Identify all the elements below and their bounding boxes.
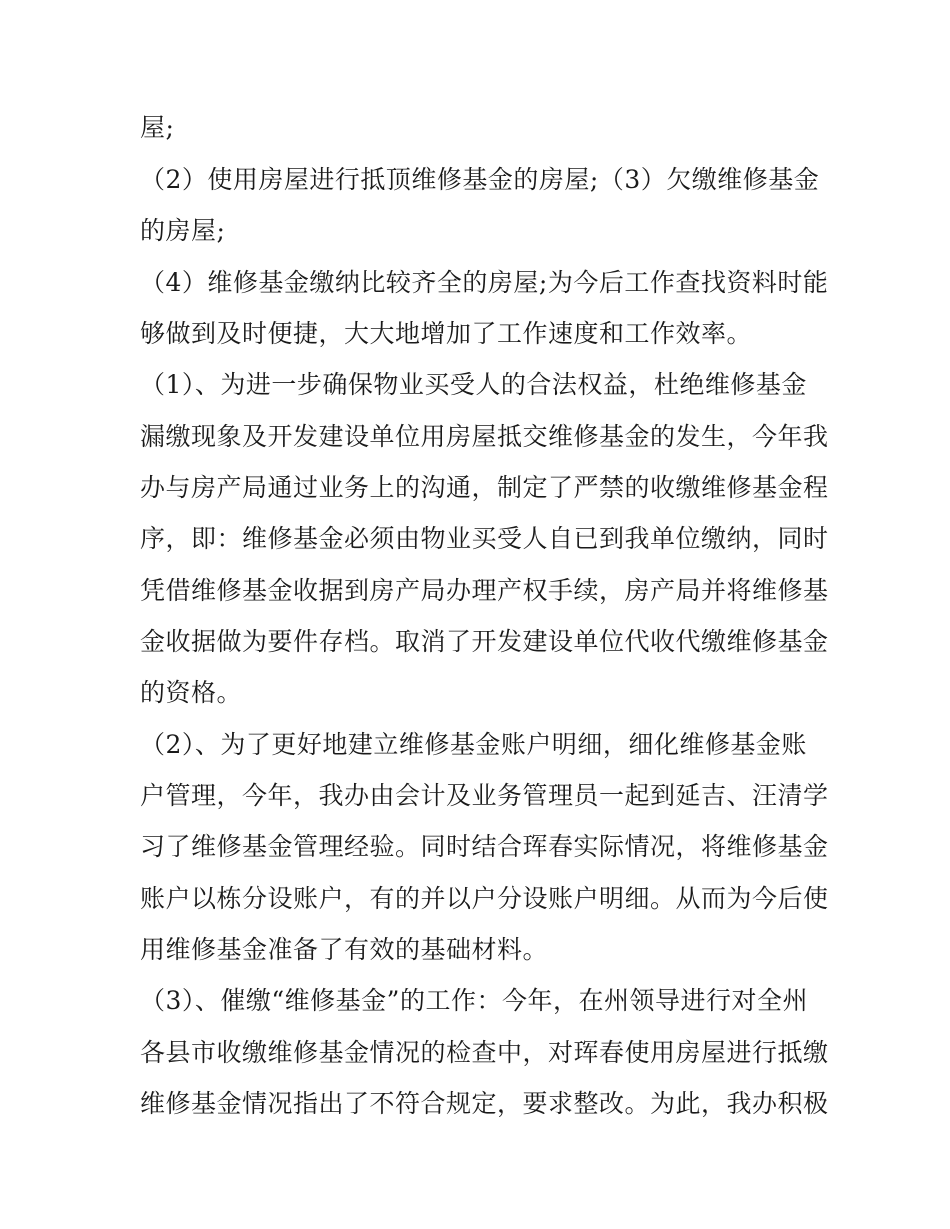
text-line: 序，即：维修基金必须由物业买受人自已到我单位缴纳，同时	[140, 524, 829, 553]
text-line: 漏缴现象及开发建设单位用房屋抵交维修基金的发生，今年我	[140, 422, 829, 451]
text-line: 的房屋;	[140, 216, 226, 245]
text-line: 够做到及时便捷，大大地增加了工作速度和工作效率。	[140, 319, 753, 348]
text-line: 账户以栋分设账户，有的并以户分设账户明细。从而为今后使	[140, 884, 829, 913]
text-line: 各县市收缴维修基金情况的检查中，对珲春使用房屋进行抵缴	[140, 1038, 829, 1067]
text-line: 金收据做为要件存档。取消了开发建设单位代收代缴维修基金	[140, 627, 829, 656]
text-line: 的资格。	[140, 678, 243, 707]
text-line: （2）、为了更好地建立维修基金账户明细，细化维修基金账	[140, 730, 807, 759]
text-line: 办与房产局通过业务上的沟通，制定了严禁的收缴维修基金程	[140, 473, 829, 502]
text-line: （3）、催缴“维修基金”的工作：今年，在州领导进行对全州	[140, 986, 808, 1015]
text-line: 习了维修基金管理经验。同时结合珲春实际情况，将维修基金	[140, 832, 829, 861]
text-line: 户管理，今年，我办由会计及业务管理员一起到延吉、汪清学	[140, 781, 829, 810]
text-line: （1）、为进一步确保物业买受人的合法权益，杜绝维修基金	[140, 370, 807, 399]
text-line: （4）维修基金缴纳比较齐全的房屋;为今后工作查找资料时能	[140, 268, 829, 297]
text-line: 凭借维修基金收据到房产局办理产权手续，房产局并将维修基	[140, 576, 829, 605]
text-line: （2）使用房屋进行抵顶维修基金的房屋;（3）欠缴维修基金	[140, 165, 820, 194]
text-line: 用维修基金准备了有效的基础材料。	[140, 935, 549, 964]
text-line: 屋;	[140, 113, 175, 142]
text-line: 维修基金情况指出了不符合规定，要求整改。为此，我办积极	[140, 1089, 829, 1118]
